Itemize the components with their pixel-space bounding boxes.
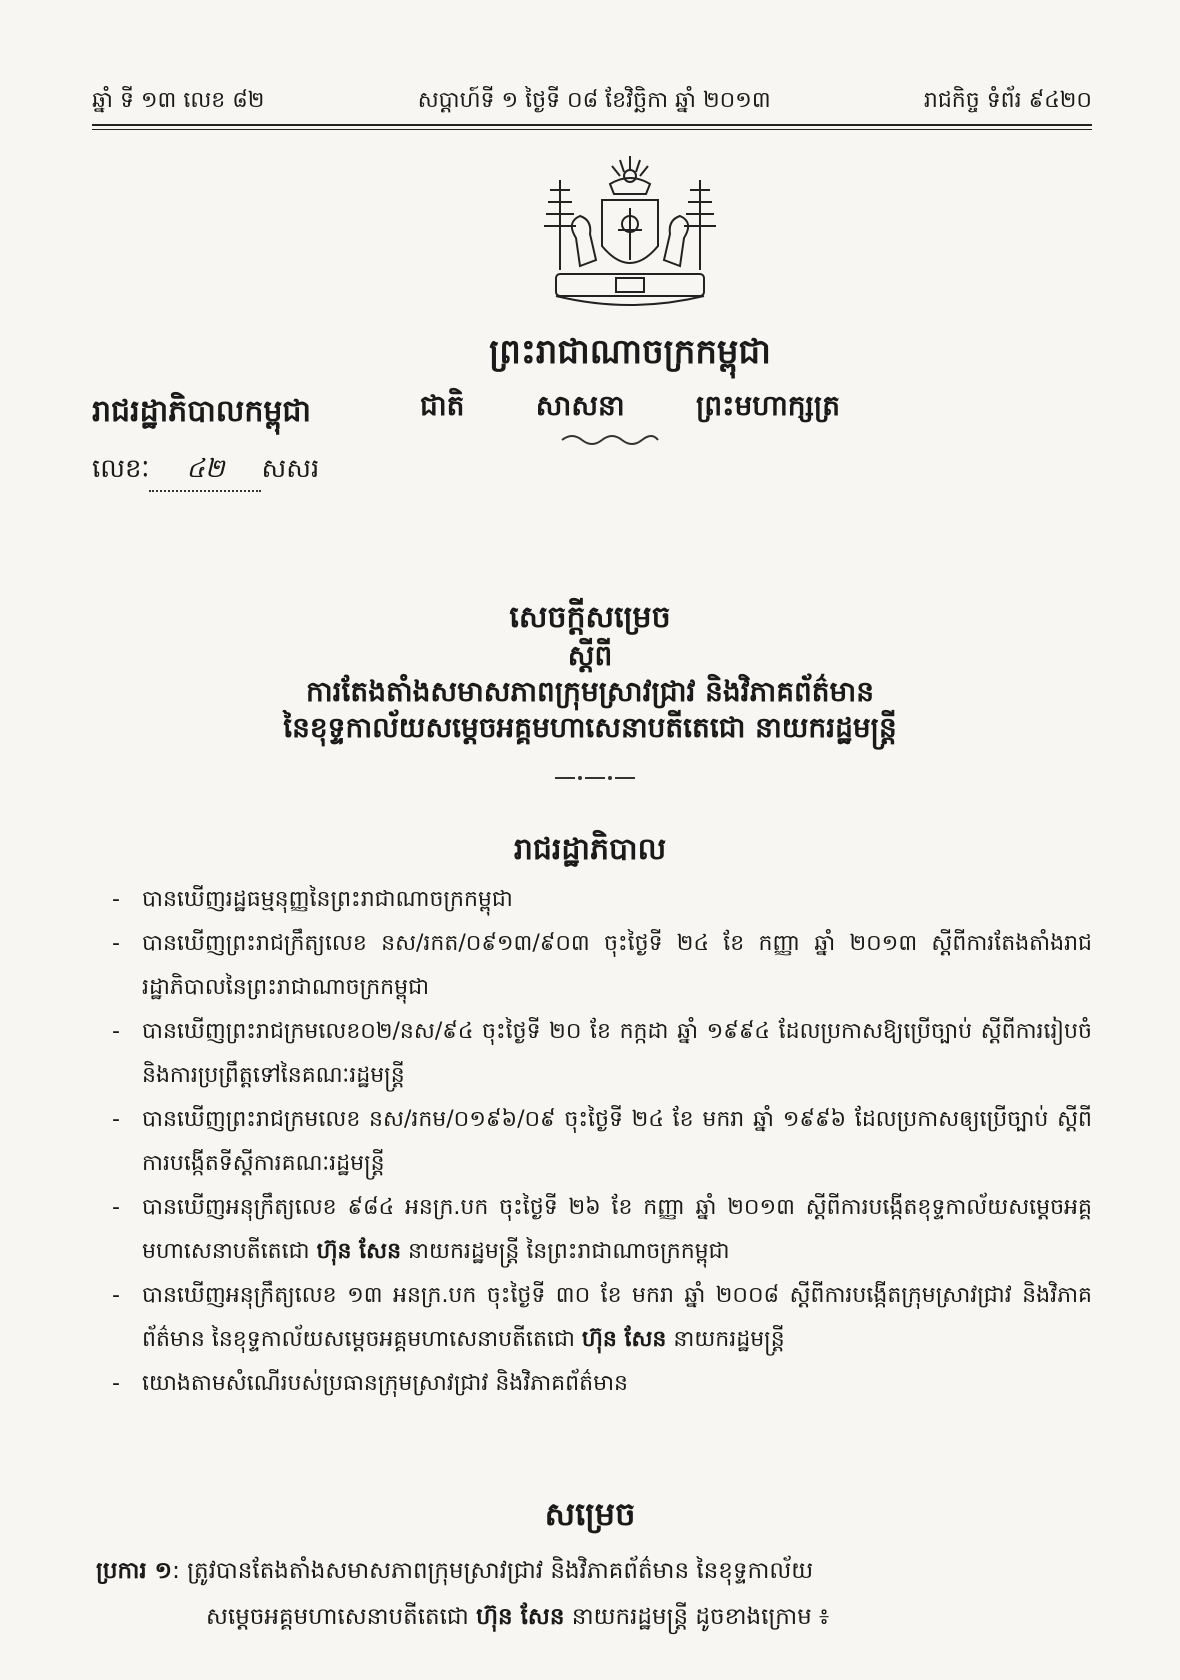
running-header-left: ឆ្នាំ ទី ១៣ លេខ ៨២: [92, 88, 265, 113]
pm-name: ហ៊ុន សែន: [476, 1604, 565, 1630]
royal-coat-of-arms-emblem: [520, 150, 740, 320]
consideration-item: - បានឃើញរដ្ឋធម្មនុញ្ញនៃព្រះរាជាណាចក្រកម្ពុជា: [112, 878, 1092, 922]
consideration-item: - បានឃើញព្រះរាជក្រមលេខ០២/នស/៩៤ ចុះថ្ងៃទី ២០ ខែ កក្កដា ឆ្នាំ ១៩៩៤ ដែលប្រកាសឱ្យប្រើច្បាប់ ស្តីពីការរៀបចំ និងការប្រព្រឹត្តទៅនៃគណៈរដ្ឋមន្ត្រី: [112, 1010, 1092, 1098]
government-heading: រាជរដ្ឋាភិបាល: [513, 832, 667, 867]
kingdom-name: ព្រះរាជាណាចក្រកម្ពុជា: [489, 332, 771, 372]
reference-prefix: លេខៈ: [92, 454, 150, 484]
running-header: [92, 86, 1092, 118]
running-header-right: រាជកិច្ច ទំព័រ ៩៤២០: [923, 88, 1092, 113]
title-line-decision: សេចក្តីសម្រេច: [509, 600, 671, 635]
consideration-item: - បានឃើញអនុក្រឹត្យលេខ ៩៨៤ អនក្រ.បក ចុះថ្ងៃទី ២៦ ខែ កញ្ញា ឆ្នាំ ២០១៣ ស្តីពីការបង្កើតខុទ្ទកាល័យសម្តេចអគ្គមហាសេនាបតីតេជោ ហ៊ុន សែន នាយករដ្ឋមន្ត្រី នៃព្រះរាជាណាចក្រកម្ពុជា: [112, 1186, 1092, 1274]
motto-religion: សាសនា: [535, 389, 625, 422]
issuing-authority: រាជរដ្ឋាភិបាលកម្ពុជា: [92, 394, 311, 429]
motto-ornament-divider: [560, 432, 660, 448]
header-rule-thick: [92, 124, 1092, 126]
title-line-office: នៃខុទ្ទកាល័យសម្តេចអគ្គមហាសេនាបតីតេជោ នាយករដ្ឋមន្ត្រី: [283, 711, 897, 744]
article-1: ប្រការ ១: ត្រូវបានតែងតាំងសមាសភាពក្រុមស្រាវជ្រាវ និងវិភាគព័ត៌មាន នៃខុទ្ទកាល័យ សម្តេចអគ្គមហាសេនាបតីតេជោ ហ៊ុន សែន នាយករដ្ឋមន្ត្រី ដូចខាងក្រោម ៖: [96, 1548, 1086, 1640]
running-header-center: សប្តាហ៍ទី ១ ថ្ងៃទី ០៨ ខែវិច្ឆិកា ឆ្នាំ ២០១៣: [417, 88, 771, 113]
title-line-on: ស្តីពី: [567, 639, 613, 672]
national-motto: [420, 388, 840, 429]
handwritten-reference-number: ៤២: [149, 452, 261, 492]
pm-name: ហ៊ុន សែន: [316, 1239, 402, 1264]
reference-suffix: សសរ: [261, 454, 320, 484]
consideration-item: - បានឃើញព្រះរាជក្រមលេខ នស/រកម/០១៩៦/០៩ ចុះថ្ងៃទី ២៤ ខែ មករា ឆ្នាំ ១៩៩៦ ដែលប្រកាសឲ្យប្រើច្បាប់ ស្តីពីការបង្កើតទីស្តីការគណៈរដ្ឋមន្ត្រី: [112, 1098, 1092, 1186]
consideration-item: - យោងតាមសំណើរបស់ប្រធានក្រុមស្រាវជ្រាវ និងវិភាគព័ត៌មាន: [112, 1362, 1092, 1406]
consideration-item: - បានឃើញព្រះរាជក្រឹត្យលេខ នស/រកត/០៩១៣/៩០៣ ចុះថ្ងៃទី ២៤ ខែ កញ្ញា ឆ្នាំ ២០១៣ ស្តីពីការតែងតាំងរាជរដ្ឋាភិបាលនៃព្រះរាជាណាចក្រកម្ពុជា: [112, 922, 1092, 1010]
reference-number: [92, 452, 319, 492]
consideration-item: - បានឃើញអនុក្រឹត្យលេខ ១៣ អនក្រ.បក ចុះថ្ងៃទី ៣០ ខែ មករា ឆ្នាំ ២០០៨ ស្តីពីការបង្កើតក្រុមស្រាវជ្រាវ និងវិភាគព័ត៌មាន នៃខុទ្ទកាល័យសម្តេចអគ្គមហាសេនាបតីតេជោ ហ៊ុន សែន នាយករដ្ឋមន្ត្រី: [112, 1274, 1092, 1362]
title-ornament-divider: [555, 772, 635, 784]
title-line-subject: ការតែងតាំងសមាសភាពក្រុមស្រាវជ្រាវ និងវិភាគព័ត៌មាន: [306, 675, 874, 708]
article-label: ប្រការ ១: [96, 1558, 173, 1584]
pm-name: ហ៊ុន សែន: [581, 1327, 667, 1352]
considerations-list: [112, 878, 1092, 1406]
motto-king: ព្រះមហាក្សត្រ: [696, 389, 840, 422]
document-title: [160, 600, 1020, 746]
article-text-line2: សម្តេចអគ្គមហាសេនាបតីតេជោ ហ៊ុន សែន នាយករដ្ឋមន្ត្រី ដូចខាងក្រោម ៖: [206, 1604, 830, 1630]
header-rule-thin: [92, 129, 1092, 130]
decision-heading: សម្រេច: [544, 1495, 636, 1533]
article-text-line1: ត្រូវបានតែងតាំងសមាសភាពក្រុមស្រាវជ្រាវ និងវិភាគព័ត៌មាន នៃខុទ្ទកាល័យ: [187, 1558, 814, 1584]
motto-nation: ជាតិ: [420, 389, 465, 422]
